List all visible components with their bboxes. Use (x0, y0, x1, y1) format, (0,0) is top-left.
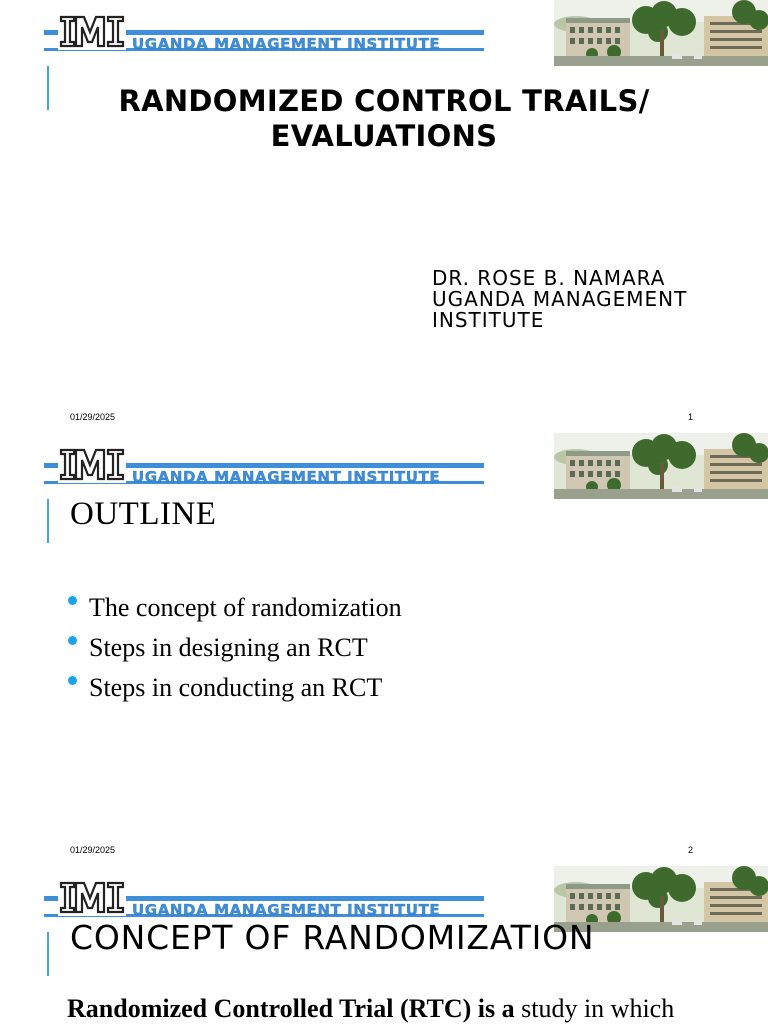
institute-name: UGANDA MANAGEMENT INSTITUTE (132, 468, 441, 486)
bullet-dot-icon (68, 676, 77, 685)
list-item: Steps in conducting an RCT (66, 668, 402, 708)
institute-name: UGANDA MANAGEMENT INSTITUTE (132, 35, 441, 53)
umi-logo (58, 14, 126, 50)
outline-list (66, 588, 402, 708)
author-affiliation-cont: INSTITUTE (432, 308, 545, 332)
slide-date: 01/29/2025 (70, 845, 116, 855)
left-accent-line (47, 932, 49, 976)
slide-number: 2 (688, 845, 694, 855)
author-name: DR. ROSE B. NAMARA (432, 266, 666, 290)
left-accent-line (47, 499, 49, 543)
umi-logo (58, 880, 126, 916)
slide-1 (0, 0, 768, 433)
list-item: The concept of randomization (66, 588, 402, 628)
list-item: Steps in designing an RCT (66, 628, 402, 668)
concept-title: CONCEPT OF RANDOMIZATION (70, 918, 595, 957)
slide-number: 1 (688, 412, 694, 422)
institute-name: UGANDA MANAGEMENT INSTITUTE (132, 901, 441, 919)
body-paragraph: Randomized Controlled Trial (RTC) is a study in which (67, 994, 675, 1023)
slide-date: 01/29/2025 (70, 412, 116, 422)
author-block (432, 268, 687, 331)
campus-photo (554, 433, 768, 499)
umi-logo (58, 447, 126, 483)
author-affiliation: UGANDA MANAGEMENT (432, 287, 688, 311)
slide-2 (0, 433, 768, 866)
bullet-dot-icon (68, 636, 77, 645)
slide-title: RANDOMIZED CONTROL TRAILS/ EVALUATIONS (118, 84, 650, 153)
outline-title: OUTLINE (70, 496, 217, 532)
campus-photo (554, 0, 768, 66)
slide-3 (0, 866, 768, 1024)
bullet-dot-icon (68, 596, 77, 605)
